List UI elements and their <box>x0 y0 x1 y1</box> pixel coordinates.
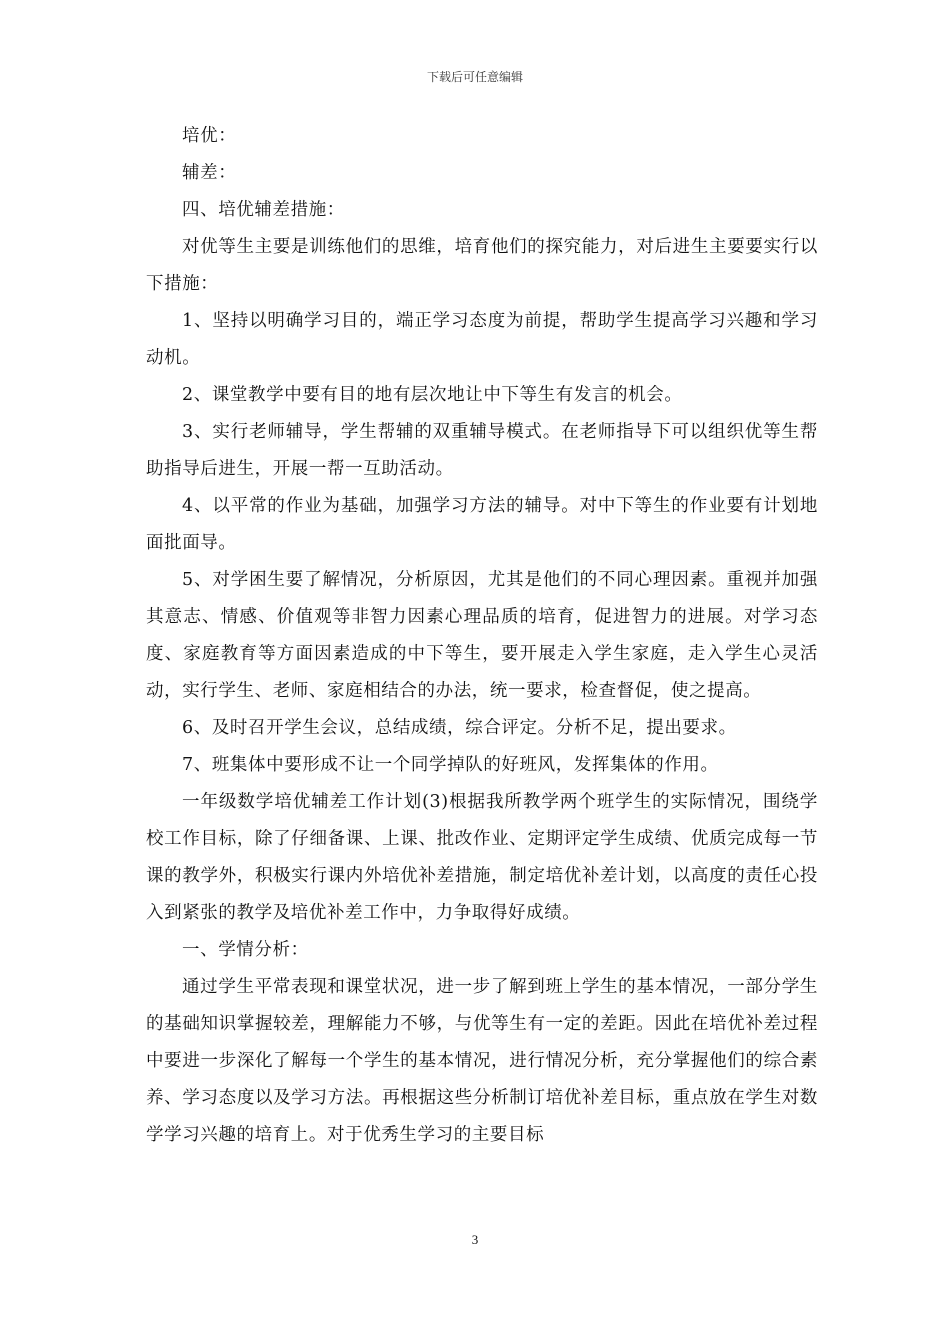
list-item-5: 5、对学困生要了解情况，分析原因，尤其是他们的不同心理因素。重视并加强其意志、情感、价值观等非智力因素心理品质的培育，促进智力的进展。对学习态度、家庭教育等方面因素造成的中下等生，要开展走入学生家庭，走入学生心灵活动，实行学生、老师、家庭相结合的办法，统一要求，检查督促，使之提高。 <box>146 570 818 701</box>
list-item-3: 3、实行老师辅导，学生帮辅的双重辅导模式。在老师指导下可以组织优等生帮助指导后进生，开展一帮一互助活动。 <box>146 422 818 479</box>
list-item-7: 7、班集体中要形成不让一个同学掉队的好班风，发挥集体的作用。 <box>182 755 719 775</box>
section-heading-analysis: 一、学情分析： <box>182 940 309 960</box>
section-heading-measures: 四、培优辅差措施： <box>182 200 345 220</box>
page-number: 3 <box>471 1232 479 1247</box>
document-body <box>146 118 818 1154</box>
paragraph-measures-intro: 对优等生主要是训练他们的思维，培育他们的探究能力，对后进生主要要实行以下措施： <box>146 237 818 294</box>
paragraph-plan-3-intro: 一年级数学培优辅差工作计划(3)根据我所教学两个班学生的实际情况，围绕学校工作目标，除了仔细备课、上课、批改作业、定期评定学生成绩、优质完成每一节课的教学外，积极实行课内外培优补差措施，制定培优补差计划，以高度的责任心投入到紧张的教学及培优补差工作中，力争取得好成绩。 <box>146 792 818 923</box>
list-item-2: 2、课堂教学中要有目的地有层次地让中下等生有发言的机会。 <box>182 385 683 405</box>
paragraph-fucha: 辅差： <box>182 163 237 183</box>
paragraph-peiyou: 培优： <box>182 126 237 146</box>
list-item-6: 6、及时召开学生会议，总结成绩，综合评定。分析不足，提出要求。 <box>182 718 737 738</box>
list-item-1: 1、坚持以明确学习目的，端正学习态度为前提，帮助学生提高学习兴趣和学习动机。 <box>146 311 818 368</box>
page-header: 下载后可任意编辑 <box>426 70 523 84</box>
paragraph-analysis: 通过学生平常表现和课堂状况，进一步了解到班上学生的基本情况，一部分学生的基础知识掌握较差，理解能力不够，与优等生有一定的差距。因此在培优补差过程中要进一步深化了解每一个学生的基本情况，进行情况分析，充分掌握他们的综合素养、学习态度以及学习方法。再根据这些分析制订培优补差目标，重点放在学生对数学学习兴趣的培育上。对于优秀生学习的主要目标 <box>146 977 818 1145</box>
list-item-4: 4、以平常的作业为基础，加强学习方法的辅导。对中下等生的作业要有计划地面批面导。 <box>146 496 818 553</box>
